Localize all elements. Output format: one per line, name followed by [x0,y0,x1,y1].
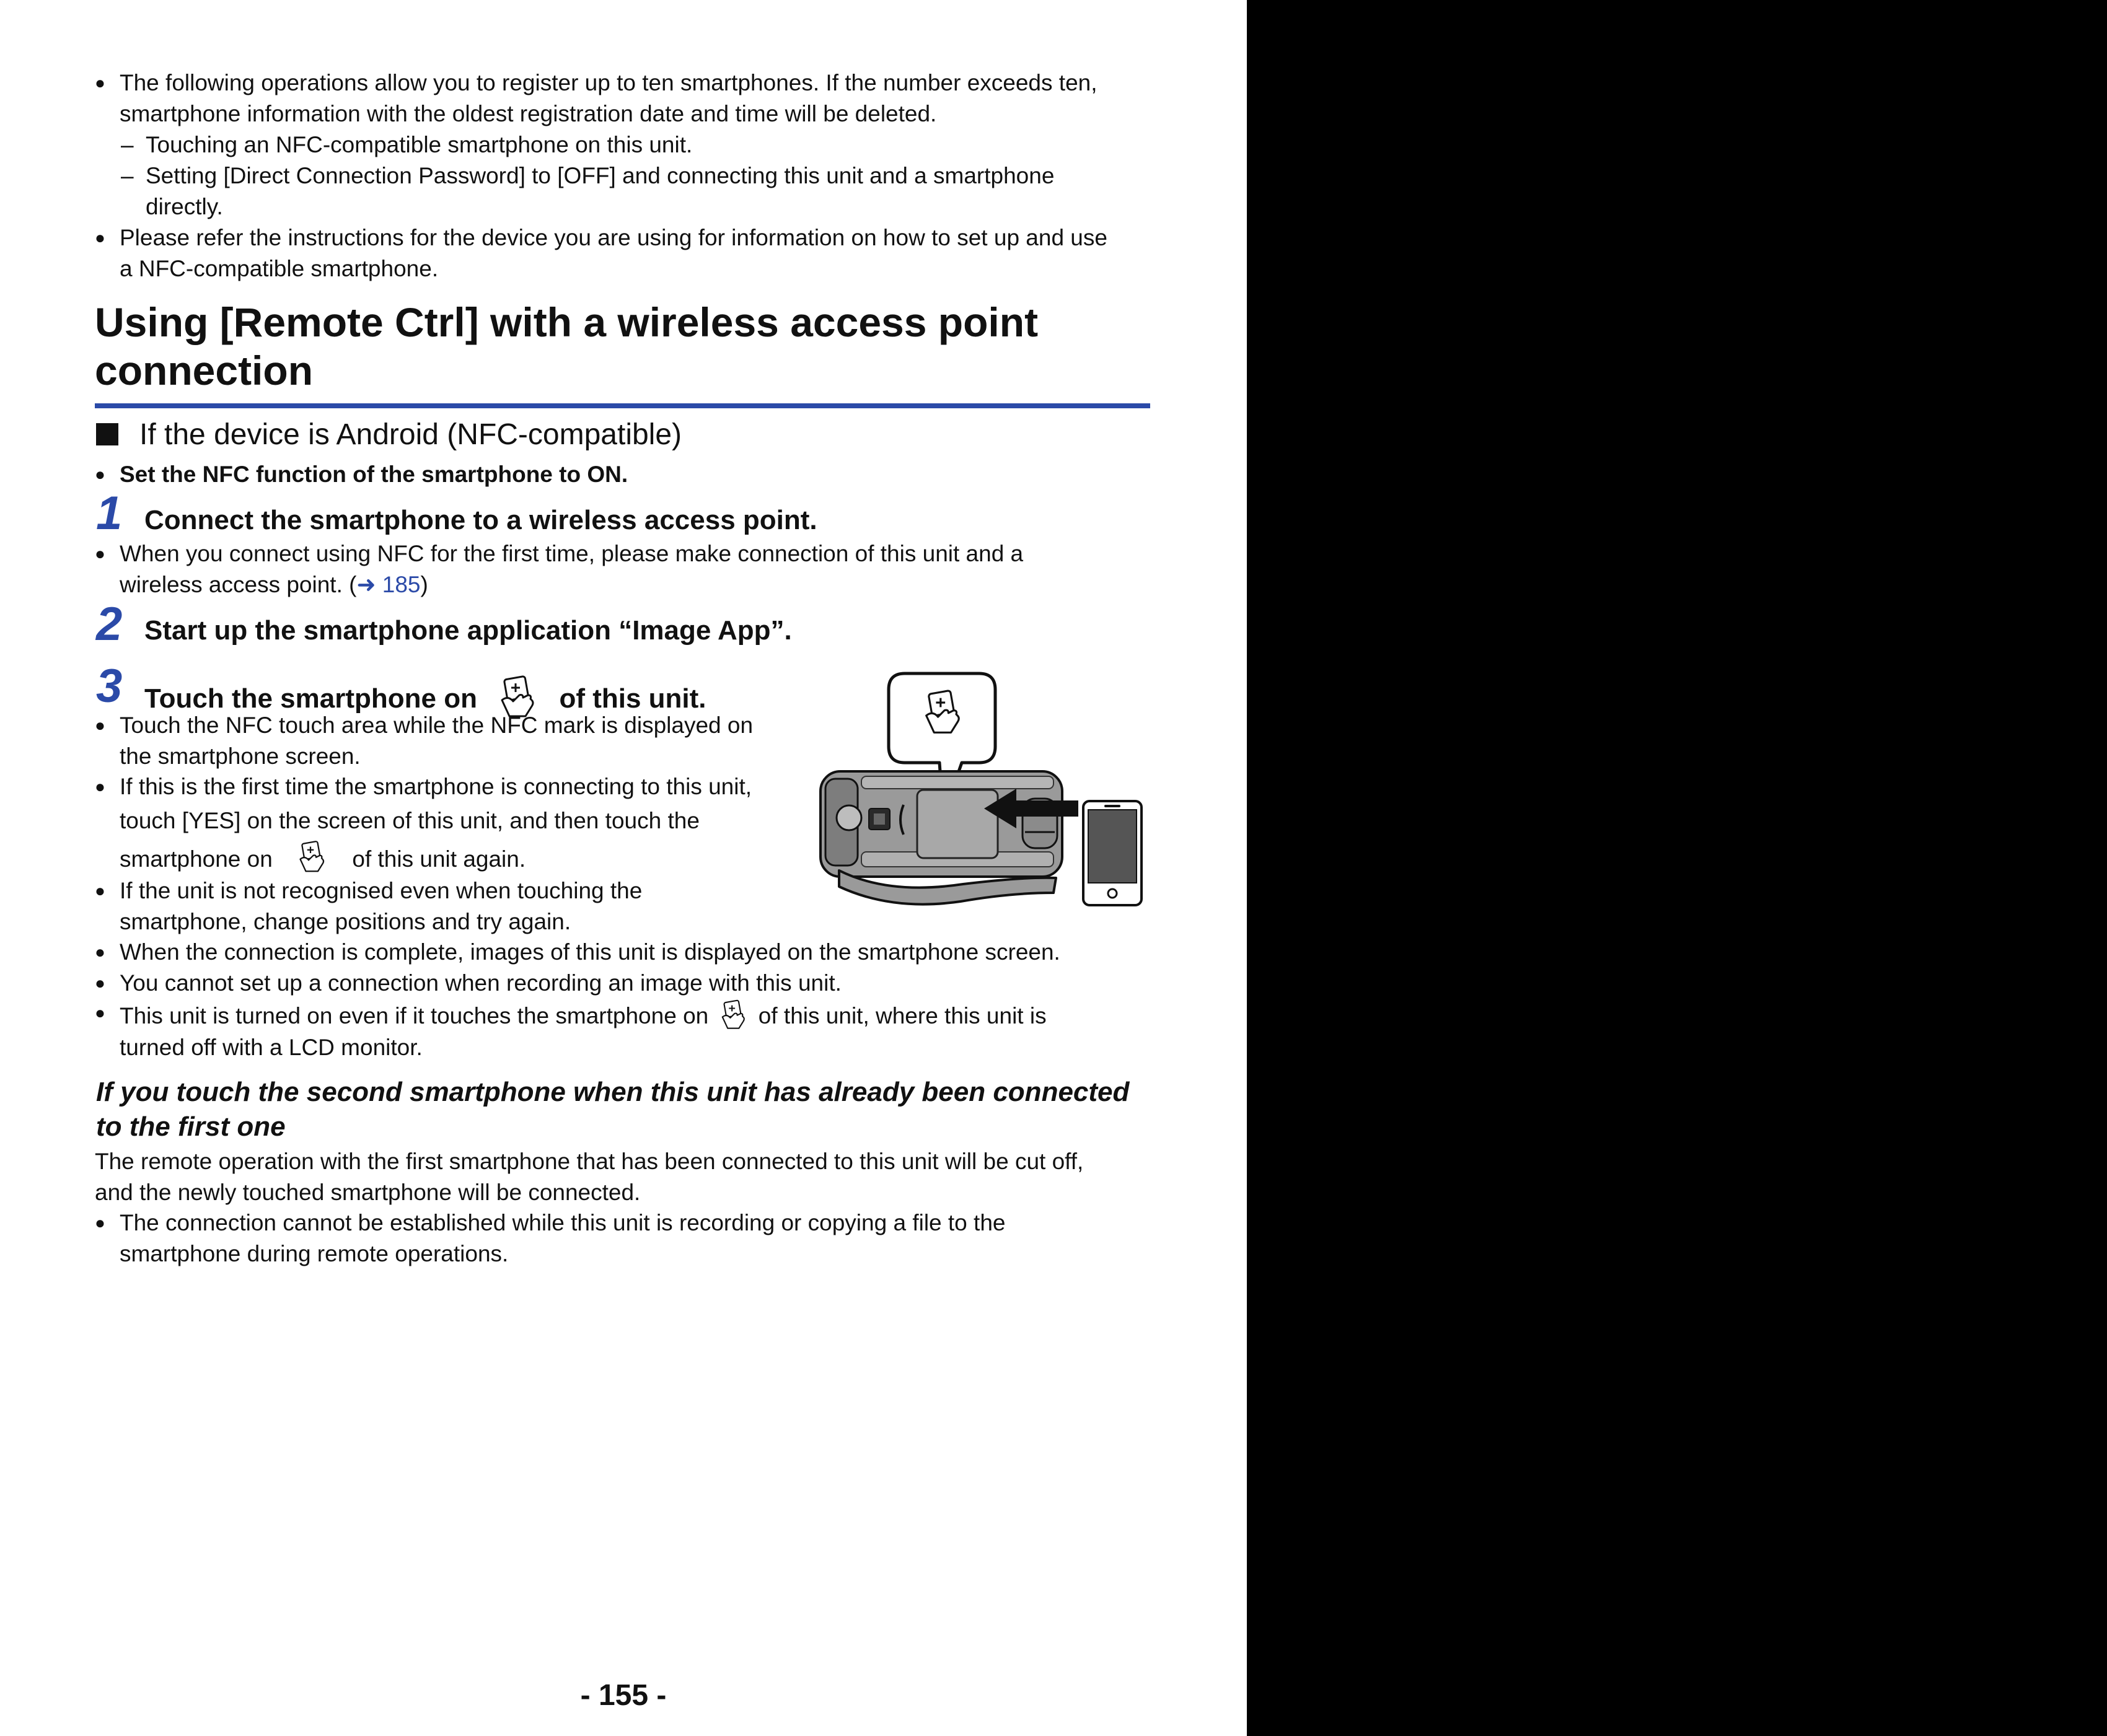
section-title-heading [95,298,1148,395]
step-1-note-line-2-pre: wireless access point. ( [120,572,357,597]
intro-bullet-1-line-2: smartphone information with the oldest registration date and time will be deleted. [120,101,937,126]
step-2-text: Start up the smartphone application “Image App”. [144,615,792,646]
step-3-note-2-line-3-post: of this unit again. [352,846,526,872]
intro-bullet-1-line-1: The following operations allow you to register up to ten smartphones. If the number exceeds ten, [120,70,1097,95]
step-3-note-3-line-1: If the unit is not recognised even when touching the [120,878,643,903]
bullet-dot: ● [95,942,105,962]
step-3-text-post: of this unit. [559,683,706,714]
step-3-note-1 [95,710,789,772]
bullet-dot: ● [95,228,105,247]
bullet-dot: ● [95,777,105,796]
step-3-number: 3 [96,660,123,712]
smartphone-illustration [1083,801,1141,905]
bullet-dot: ● [95,465,105,484]
step-3-note-1-line-1: Touch the NFC touch area while the NFC mark is displayed on [120,712,754,738]
step-3-note-4 [95,937,1173,968]
dash-mark: – [121,132,134,157]
section-title-line-1: Using [Remote Ctrl] with a wireless access point [95,299,1039,345]
step-3-note-3 [95,875,789,937]
dash-mark: – [121,163,134,188]
page-reference-link[interactable]: ➜ 185 [356,572,421,597]
precondition-bullet [95,459,1148,490]
second-heading-line-1: If you touch the second smartphone when this unit has already been connected [96,1077,1130,1107]
nfc-touch-illustration [812,666,1146,914]
step-3-note-5 [95,968,1173,999]
step-3-note-1-line-2: the smartphone screen. [120,743,361,769]
second-bullet-line-1: The connection cannot be established while this unit is recording or copying a file to the [120,1210,1006,1235]
bullet-dot: ● [95,544,105,563]
bullet-dot: ● [95,73,105,92]
intro-bullet-2-line-1: Please refer the instructions for the device you are using for information on how to set up and use [120,225,1107,250]
bullet-dot: ● [95,1003,105,1022]
intro-dash-1-text: Touching an NFC-compatible smartphone on this unit. [146,132,693,157]
step-1-note-line-1: When you connect using NFC for the first time, please make connection of this unit and a [120,541,1024,566]
bullet-dot: ● [95,1213,105,1232]
intro-bullet-1 [95,68,1173,129]
intro-dash-2-line-2: directly. [146,194,223,219]
step-3-note-6 [95,997,1173,1059]
bullet-dot: ● [95,716,105,735]
step-3-note-2-line-2: touch [YES] on the screen of this unit, and then touch the [120,808,700,833]
step-3-note-6-line-1-pre: This unit is turned on even if it touches the smartphone on [120,1003,709,1028]
step-3-note-5-text: You cannot set up a connection when recording an image with this unit. [120,970,842,996]
intro-dash-2-line-1: Setting [Direct Connection Password] to [OFF] and connecting this unit and a smartphone [146,163,1055,188]
step-3-note-2-line-3-pre: smartphone on [120,846,273,872]
second-smartphone-bullet [95,1208,1173,1269]
step-3-note-6-line-1 [120,997,1185,1032]
bullet-dot: ● [95,973,105,993]
square-bullet-icon [96,423,118,445]
intro-bullet-2-line-2: a NFC-compatible smartphone. [120,256,439,281]
step-1-note-line-2-post: ) [420,572,428,597]
step-3-note-3-line-2: smartphone, change positions and try again. [120,909,571,934]
second-heading-line-2: to the first one [96,1111,286,1142]
step-3-text-pre: Touch the smartphone on [144,683,477,714]
step-1-number: 1 [96,487,123,540]
second-smartphone-paragraph [95,1146,1185,1208]
precondition-text: Set the NFC function of the smartphone to ON. [120,462,628,487]
step-1-text: Connect the smartphone to a wireless access point. [144,505,817,535]
second-bullet-line-2: smartphone during remote operations. [120,1241,509,1266]
nfc-touch-icon [294,840,331,874]
step-1-note-line-2 [120,569,1185,600]
step-3-note-2-line-1: If this is the first time the smartphone is connecting to this unit, [120,774,752,799]
subheading [96,416,1150,454]
step-1-note [95,538,1173,600]
nfc-touch-icon [716,997,751,1032]
step-3-note-6-line-1-post: of this unit, where this unit is [758,1003,1047,1028]
black-margin [1247,0,2107,1736]
second-paragraph-line-2: and the newly touched smartphone will be connected. [95,1180,641,1205]
step-3-note-2 [95,771,789,874]
second-paragraph-line-1: The remote operation with the first smartphone that has been connected to this unit will be cut off, [95,1149,1084,1174]
section-title [95,298,1148,395]
intro-dash-2 [121,160,1174,222]
step-2-number: 2 [96,598,123,651]
section-title-line-2: connection [95,348,314,393]
step-3-note-2-line-3 [120,840,795,875]
camcorder-illustration [820,771,1062,905]
bullet-dot: ● [95,881,105,900]
page-number: - 155 - [580,1679,667,1712]
step-3-note-6-line-2: turned off with a LCD monitor. [120,1035,423,1060]
second-smartphone-heading [96,1075,1174,1144]
intro-bullet-2 [95,222,1173,284]
step-3-note-4-text: When the connection is complete, images of this unit is displayed on the smartphone screen. [120,939,1060,965]
section-title-underline [95,403,1150,408]
intro-dash-1 [121,129,1174,160]
subheading-text: If the device is Android (NFC-compatible) [139,418,682,451]
